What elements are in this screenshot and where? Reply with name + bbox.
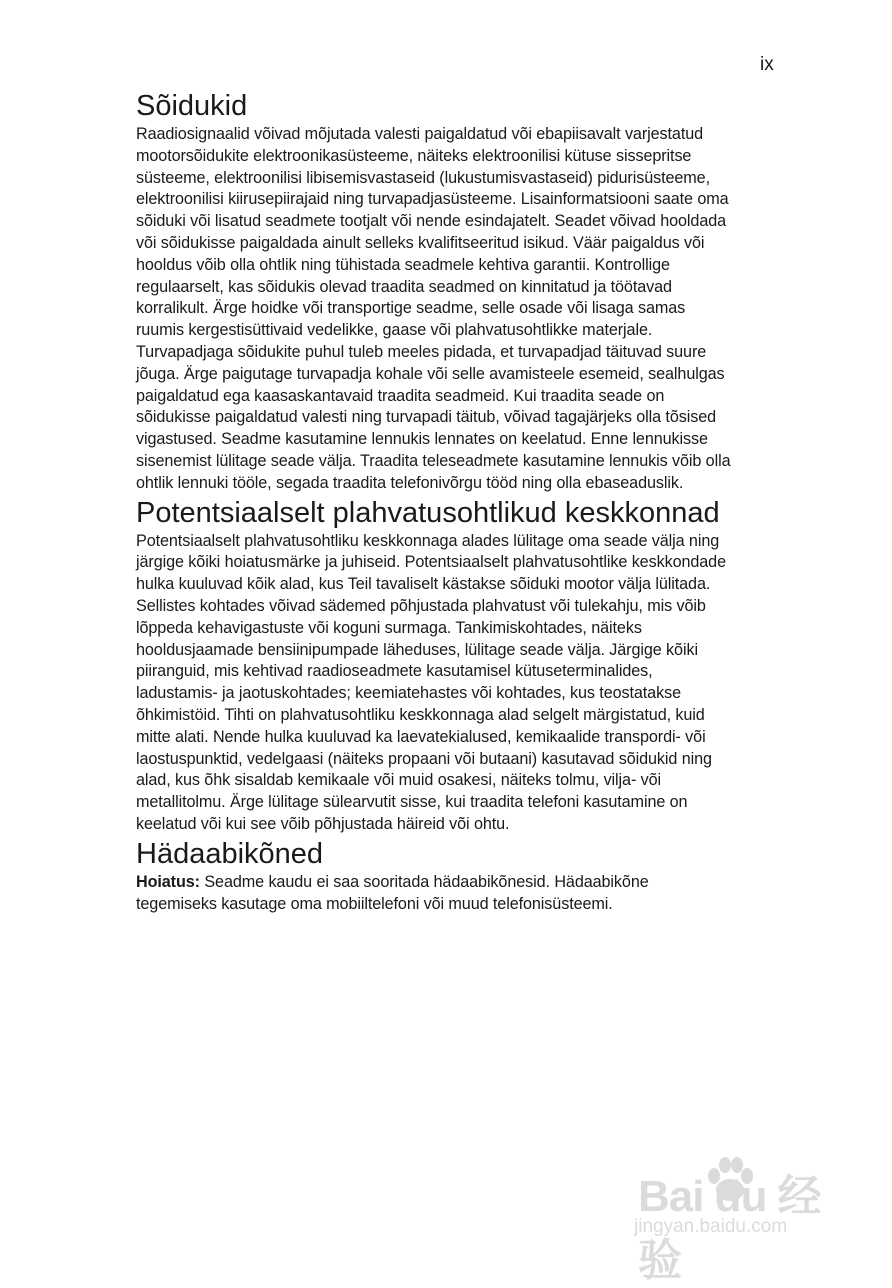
warning-text: Seadme kaudu ei saa sooritada hädaabikõnesid. Hädaabikõne tegemiseks kasutage oma mobiiltelefoni või muud telefonisüsteemi. [136, 872, 649, 913]
section-body-explosive-environments: Potentsiaalselt plahvatusohtliku keskkonnaga alades lülitage oma seade välja ning järgige kõiki hoiatusmärke ja juhiseid. Potentsiaalselt plahvatusohtlike keskkondade hulka kuuluvad kõik alad, kus Teil tavaliselt kästakse sõiduki mootor välja lülitada. Sellistes kohtades võivad sädemed põhjustada plahvatust või tulekahju, mis võib lõppeda kehavigastuste või koguni surmaga. Tankimiskohtades, näiteks hooldusjaamade bensiinipumpade läheduses, lülitage seade välja. Järgige kõiki piiranguid, mis kehtivad raadioseadmete kasutamisel kütuseterminalides, ladustamis- ja jaotuskohtades; keemiatehastes või kohtades, kus teostatakse õhkimistöid. Tihti on plahvatusohtliku keskkonnaga alad selgelt märgistatud, kuid mitte alati. Nende hulka kuuluvad ka laevatekialused, kemikaalide transpordi- või laostuspunktid, vedelgaasi (näiteks propaani või butaani) kasutavad sõidukid ning alad, kus õhk sisaldab kemikaale või muid osakesi, näiteks tolmu, vilja- või metallitolmu. Ärge lülitage sülearvutit sisse, kui traadita telefoni kasutamine on keelatud või kui see võib põhjustada häireid või ohtu. [136, 531, 726, 833]
baidu-watermark [630, 1150, 860, 1285]
watermark-logo-text: Bai du 经验 [638, 1172, 821, 1285]
section-body-vehicles: Raadiosignaalid võivad mõjutada valesti paigaldatud või ebapiisavalt varjestatud mootorsõidukite elektroonikasüsteeme, näiteks elektroonilisi kütuse sissepritse süsteeme, elektroonilisi libisemisvastaseid (lukustumisvastaseid) pidurisüsteeme, elektroonilisi kiirusepiirajaid ning turvapadjasüsteeme. Lisainformatsiooni saate oma sõiduki või lisatud seadmete tootjalt või nende esindajatelt. Seadet võivad hooldada või sõidukisse paigaldada ainult selleks kvalifitseeritud isikud. Väär paigaldus või hooldus võib olla ohtlik ning tühistada seadmele kehtiva garantii. Kontrollige regulaarselt, kas sõidukis olevad traadita seadmed on kinnitatud ja töötavad korralikult. Ärge hoidke või transportige seadme, selle osade või lisaga samas ruumis kergestisüttivaid vedelikke, gaase või plahvatusohtlikke materjale. Turvapadjaga sõidukite puhul tuleb meeles pidada, et turvapadjad täituvad suure jõuga. Ärge paigutage turvapadja kohale või selle avamisteele esemeid, sealhulgas paigaldatud ega kaasaskantavaid traadita seadmeid. Kui traadita seade on sõidukisse paigaldatud valesti ning turvapadi täitub, võivad tagajärjeks olla tõsised vigastused. Seadme kasutamine lennukis lennates on keelatud. Enne lennukisse sisenemist lülitage seade välja. Traadita teleseadmete kasutamine lennukis võib olla ohtlik lennuki tööle, segada traadita telefonivõrgu tööd ning olla ebaseaduslik. [136, 125, 731, 492]
document-content [136, 88, 786, 915]
section-vehicles [136, 88, 786, 495]
warning-label: Hoiatus: [136, 872, 200, 891]
section-heading-emergency-calls: Hädaabikõned [136, 837, 324, 870]
watermark-url: jingyan.baidu.com [634, 1216, 788, 1237]
section-emergency-calls [136, 836, 786, 916]
page-number: ix [760, 54, 774, 75]
section-body-emergency-calls [136, 872, 786, 916]
section-heading-explosive-environments: Potentsiaalselt plahvatusohtlikud keskkonnad [136, 496, 720, 529]
section-heading-vehicles: Sõidukid [136, 90, 248, 122]
section-explosive-environments [136, 495, 786, 836]
